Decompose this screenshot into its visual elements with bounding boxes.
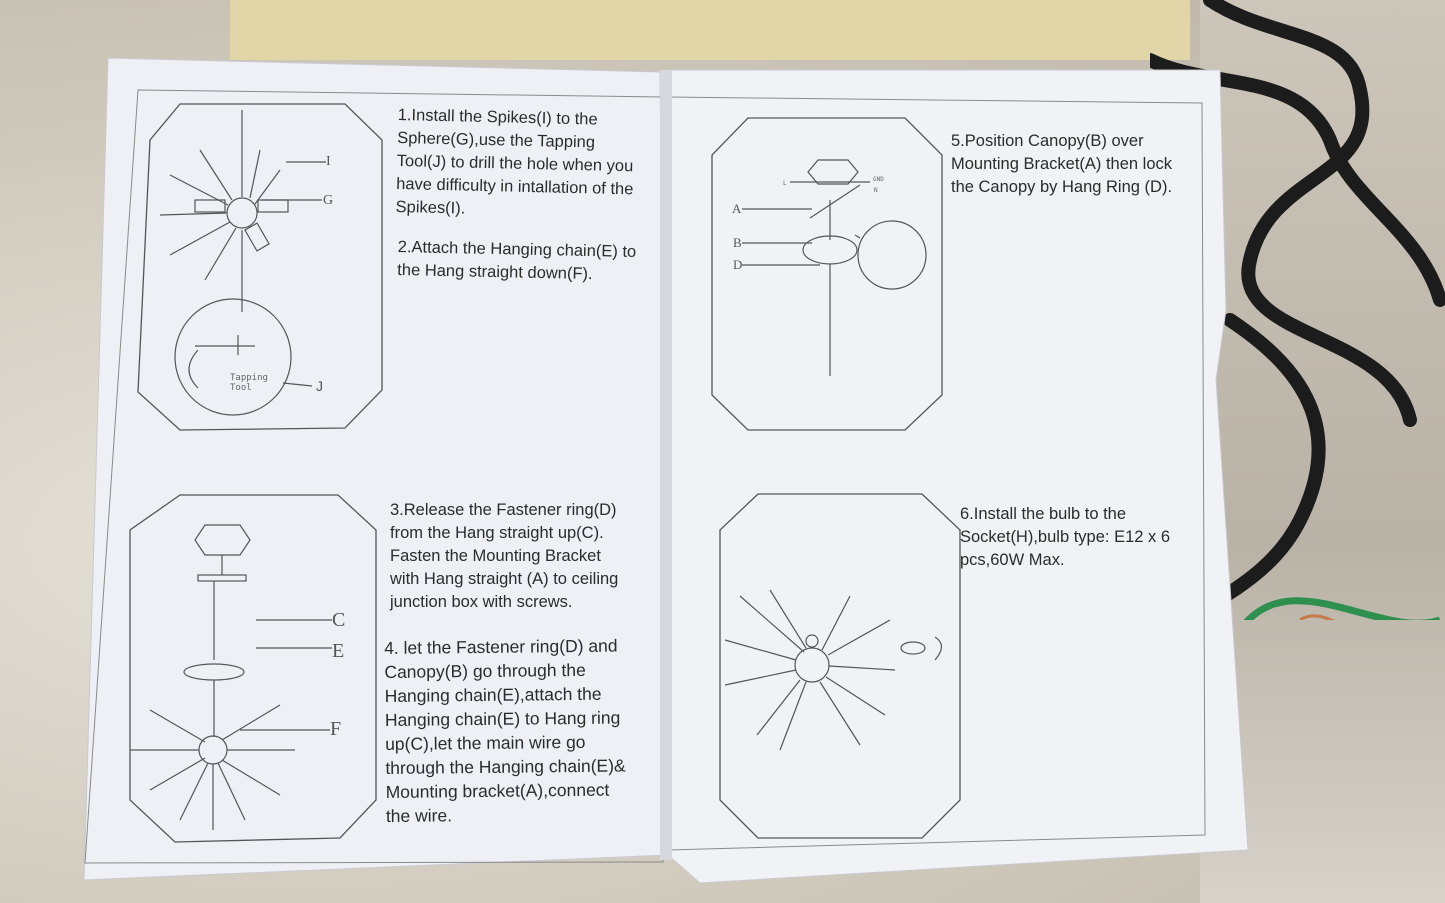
label-a: A bbox=[732, 201, 742, 216]
step-4-text: 4. let the Fastener ring(D) and Canopy(B) go through the Hanging chain(E),attach the Hanging chain(E) to Hang ring up(C),let the main wire go through the Hanging chain(E)& Mounting bracket(A),connect the wire. bbox=[384, 635, 626, 826]
label-g: G bbox=[323, 193, 334, 208]
label-l: L bbox=[783, 180, 787, 187]
label-i: I bbox=[326, 154, 331, 169]
label-c: C bbox=[332, 609, 346, 631]
label-e: E bbox=[332, 640, 345, 662]
label-n: N bbox=[874, 187, 878, 194]
step-2-text: 2.Attach the Hanging chain(E) to the Hang straight down(F). bbox=[397, 237, 637, 284]
label-gnd: GND bbox=[873, 176, 884, 183]
label-d: D bbox=[733, 257, 743, 272]
label-j: J bbox=[316, 378, 323, 394]
label-f: F bbox=[330, 718, 342, 740]
label-tapping-tool: Tapping Tool bbox=[230, 373, 268, 393]
step-6-text: 6.Install the bulb to the Socket(H),bulb type: E12 x 6 pcs,60W Max. bbox=[960, 505, 1171, 569]
step-3-text: 3.Release the Fastener ring(D) from the Hang straight up(C). Fasten the Mounting Bracket with Hang straight (A) to ceiling junction box with screws. bbox=[390, 501, 619, 611]
label-b: B bbox=[733, 235, 742, 250]
step-1-text: 1.Install the Spikes(I) to the Sphere(G),use the Tapping Tool(J) to drill the hole when you have difficulty in intallation of the Spikes(I). bbox=[395, 105, 634, 218]
step-5-text: 5.Position Canopy(B) over Mounting Bracket(A) then lock the Canopy by Hang Ring (D). bbox=[951, 132, 1173, 196]
page-fold bbox=[660, 70, 672, 860]
